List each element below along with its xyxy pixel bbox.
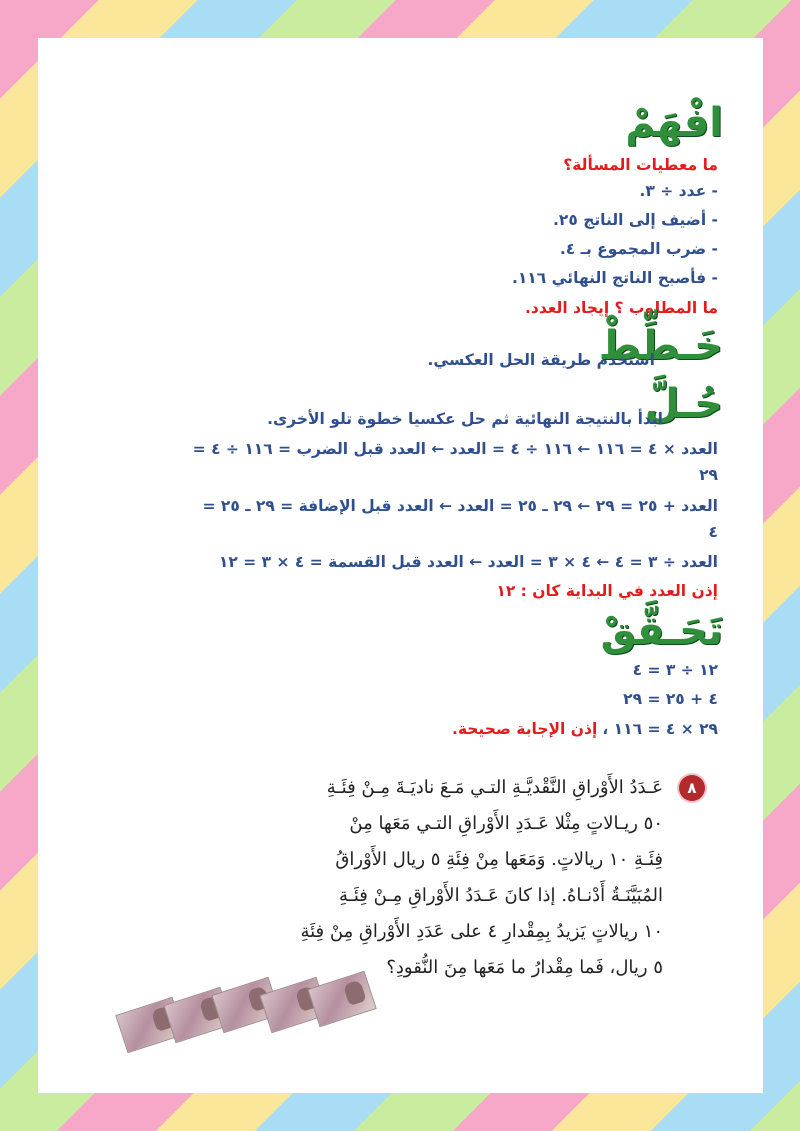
solve-intro: ابدأ بالنتيجة النهائية ثم حل عكسيا خطوة تلو الأخرى. bbox=[267, 410, 663, 428]
givens-question: ما معطيات المسألة؟ bbox=[563, 156, 718, 174]
given-item: - أضيف إلى الناتج ٢٥. bbox=[553, 211, 718, 229]
plan-heading: خَـطِّطْ bbox=[598, 323, 723, 369]
banknotes-illustration bbox=[120, 963, 380, 1058]
problem-line: عَـدَدُ الأَوْراقِ النَّقْديَّـةِ التـي مَـعَ ناديَـةَ مِـنْ فِئَـةِ bbox=[326, 777, 663, 798]
problem-line: ٥٠ ريـالاتٍ مِثْلا عَـدَدِ الأَوْراقِ التـي مَعَها مِنْ bbox=[349, 813, 663, 834]
solve-step-1-result: ٢٩ bbox=[699, 466, 718, 484]
problem-line: المُبَيَّنَـةُ أَدْنـاهُ. إذا كانَ عَـدَدُ الأَوْراقِ مِـنْ فِئَـةِ bbox=[338, 885, 663, 906]
banknote-image bbox=[307, 971, 376, 1028]
given-item: - ضرب المجموع بـ ٤. bbox=[560, 240, 718, 258]
understand-heading: افْهَمْ bbox=[625, 100, 723, 146]
problem-line: ١٠ ريالاتٍ يَزيدُ بِمِقْدارِ ٤ على عَدَدِ الأَوْراقِ مِنْ فِئَةِ bbox=[300, 921, 663, 942]
given-item: - فأصبح الناتج النهائي ١١٦. bbox=[512, 269, 718, 287]
solve-conclusion: إذن العدد في البداية كان : ١٢ bbox=[496, 582, 718, 600]
plan-text: استخدم طريقة الحل العكسي. bbox=[427, 351, 655, 369]
solve-step-2-result: ٤ bbox=[708, 523, 718, 541]
check-line: ٤ + ٢٥ = ٢٩ bbox=[623, 690, 718, 708]
problem-line: فِئَـةِ ١٠ ريالاتٍ. وَمَعَها مِنْ فِئَةِ ٥ ريال الأَوْراقُ bbox=[335, 849, 663, 870]
check-line: ١٢ ÷ ٣ = ٤ bbox=[632, 661, 718, 679]
solve-step-1: العدد × ٤ = ١١٦ ← ١١٦ ÷ ٤ = العدد ← العدد قبل الضرب = ١١٦ ÷ ٤ = bbox=[192, 440, 718, 458]
problem-line: ٥ ريال، فَما مِقْدارُ ما مَعَها مِنَ النُّقودِ؟ bbox=[386, 957, 663, 978]
problem-number-badge: ٨ bbox=[679, 775, 705, 801]
problem-text bbox=[203, 770, 663, 986]
solve-heading: حُـلَّ bbox=[644, 381, 723, 427]
check-line-final bbox=[452, 719, 718, 738]
given-item: - عدد ÷ ٣. bbox=[640, 182, 718, 200]
check-verdict: إذن الإجابة صحيحة. bbox=[451, 720, 598, 738]
required-text: ما المطلوب ؟ إيجاد العدد. bbox=[525, 299, 718, 317]
check-line-3: ٢٩ × ٤ = ١١٦ ، bbox=[602, 720, 718, 738]
check-heading: تَحَـقَّقْ bbox=[600, 608, 723, 654]
solve-step-3: العدد ÷ ٣ = ٤ ← ٤ × ٣ = العدد ← العدد قبل القسمة = ٤ × ٣ = ١٢ bbox=[218, 553, 718, 571]
solve-step-2: العدد + ٢٥ = ٢٩ ← ٢٩ ـ ٢٥ = العدد ← العدد قبل الإضافة = ٢٩ ـ ٢٥ = bbox=[202, 497, 718, 515]
worksheet-page bbox=[38, 38, 763, 1093]
